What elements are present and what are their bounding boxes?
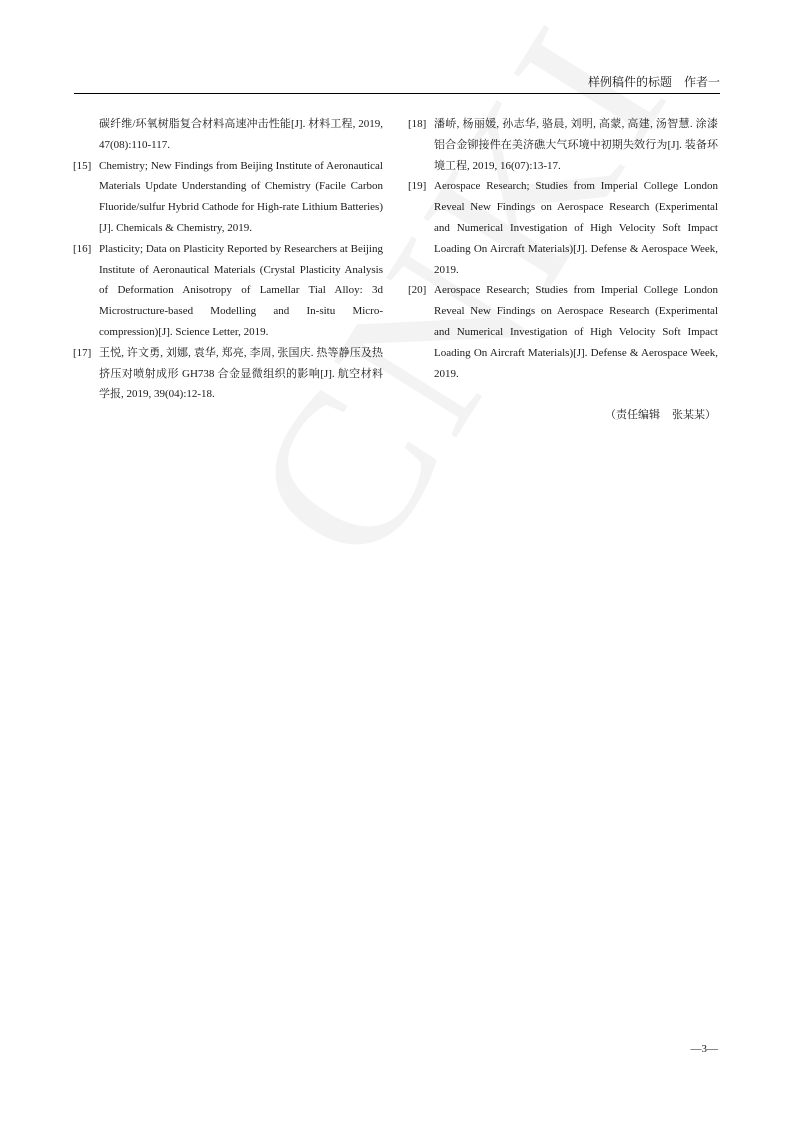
reference-text: 碳纤维/环氧树脂复合材料高速冲击性能[J]. 材料工程, 2019, 47(08):110-117. <box>99 118 383 151</box>
references-left-column <box>73 114 383 405</box>
reference-item <box>73 114 383 156</box>
references-right-column <box>408 114 718 384</box>
reference-item <box>408 114 718 176</box>
reference-number: [15] <box>73 159 92 172</box>
reference-number: [16] <box>73 242 92 255</box>
header-author: 作者一 <box>683 75 720 89</box>
header-title: 样例稿件的标题 <box>587 75 672 89</box>
reference-number <box>73 114 99 156</box>
reference-item <box>408 176 718 280</box>
editor-name: 张某某 <box>672 408 705 421</box>
responsible-editor <box>605 406 716 424</box>
reference-text: Chemistry; New Findings from Beijing Institute of Aeronautical Materials Update Understanding of Chemistry (Facile Carbon Fluoride/sulfur Hybrid Cathode for High-rate Lithium Batteries)[J]. Chemicals & Chemistry, 2019. <box>99 159 383 234</box>
reference-item <box>73 343 383 405</box>
reference-item <box>408 280 718 384</box>
reference-text: Aerospace Research; Studies from Imperial College London Reveal New Findings on Aerospace Research (Experimental and Numerical Investigation of High Velocity Soft Impact Loading On Aircraft Materials)[J]. Defense & Aerospace Week, 2019. <box>434 284 718 380</box>
page-number: —3— <box>690 1043 718 1055</box>
reference-number: [20] <box>408 284 427 297</box>
editor-open-paren: （ <box>605 408 616 421</box>
reference-text: Aerospace Research; Studies from Imperial College London Reveal New Findings on Aerospace Research (Experimental and Numerical Investigation of High Velocity Soft Impact Loading On Aircraft Materials)[J]. Defense & Aerospace Week, 2019. <box>434 180 718 276</box>
reference-number: [17] <box>73 346 92 359</box>
reference-number: [19] <box>408 180 427 193</box>
reference-item <box>73 239 383 343</box>
editor-close-paren: ） <box>705 408 716 421</box>
reference-text: Plasticity; Data on Plasticity Reported by Researchers at Beijing Institute of Aeronautical Materials (Crystal Plasticity Analysis of Deformation Anisotropy of Lamellar Tial Alloy: 3d Microstructure-based Modelling and In-situ Micro-compression)[J]. Science Letter, 2019. <box>99 242 383 338</box>
reference-text: 潘峤, 杨丽媛, 孙志华, 骆晨, 刘明, 高蒙, 高建, 汤智慧. 涂漆铝合金铆接件在美济礁大气环境中初期失效行为[J]. 装备环境工程, 2019, 16(07):13-17. <box>434 118 718 172</box>
reference-number: [18] <box>408 118 427 130</box>
reference-item <box>73 156 383 239</box>
editor-label: 责任编辑 <box>616 408 660 421</box>
reference-text: 王悦, 许文勇, 刘娜, 袁华, 郑亮, 李周, 张国庆. 热等静压及热挤压对喷射成形 GH738 合金显微组织的影响[J]. 航空材料学报, 2019, 39(04):12-18. <box>99 346 383 401</box>
